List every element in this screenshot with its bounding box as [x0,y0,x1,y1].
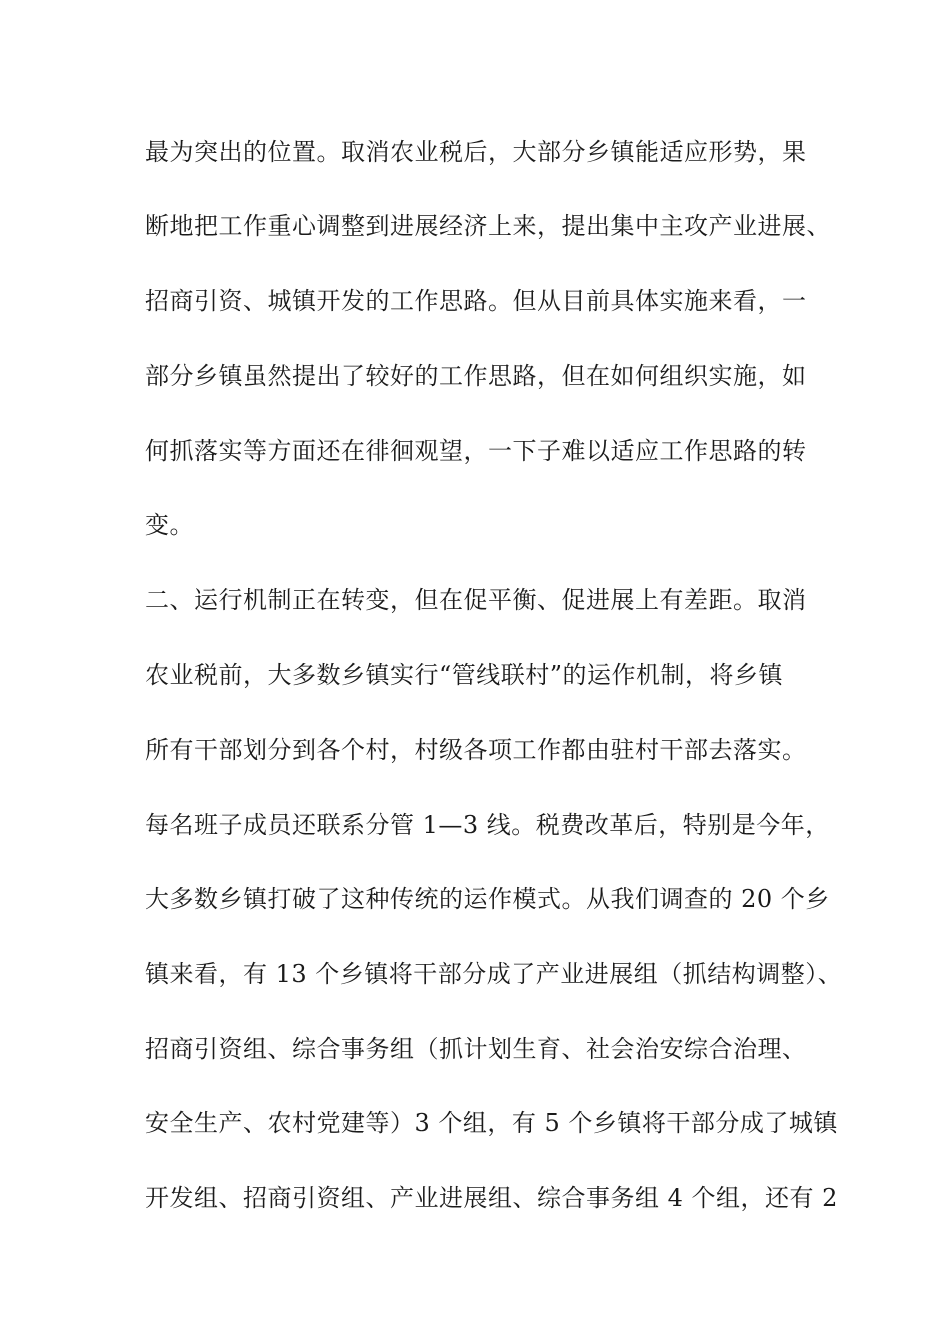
text-line: 招商引资、城镇开发的工作思路。但从目前具体实施来看，一 [145,287,807,315]
text-line: 大多数乡镇打破了这种传统的运作模式。从我们调查的 20 个乡 [145,885,830,913]
text-line: 所有干部划分到各个村，村级各项工作都由驻村干部去落实。 [145,736,807,764]
text-line: 最为突出的位置。取消农业税后，大部分乡镇能适应形势，果 [145,138,807,166]
text-line: 安全生产、农村党建等）3 个组，有 5 个乡镇将干部分成了城镇 [145,1109,838,1137]
text-line: 何抓落实等方面还在徘徊观望，一下子难以适应工作思路的转 [145,437,807,465]
text-line: 断地把工作重心调整到进展经济上来，提出集中主攻产业进展、 [145,212,831,240]
text-line: 镇来看，有 13 个乡镇将干部分成了产业进展组（抓结构调整）、 [145,960,843,988]
text-line: 部分乡镇虽然提出了较好的工作思路，但在如何组织实施，如 [145,362,807,390]
section-heading-line: 二、运行机制正在转变，但在促平衡、促进展上有差距。取消 [145,586,807,614]
text-line: 招商引资组、综合事务组（抓计划生育、社会治安综合治理、 [145,1035,807,1063]
text-line: 农业税前，大多数乡镇实行“管线联村”的运作机制，将乡镇 [145,661,784,689]
text-line: 变。 [145,511,194,539]
text-line: 开发组、招商引资组、产业进展组、综合事务组 4 个组，还有 2 [145,1184,838,1212]
text-line: 每名班子成员还联系分管 1—3 线。税费改革后，特别是今年， [145,811,830,839]
